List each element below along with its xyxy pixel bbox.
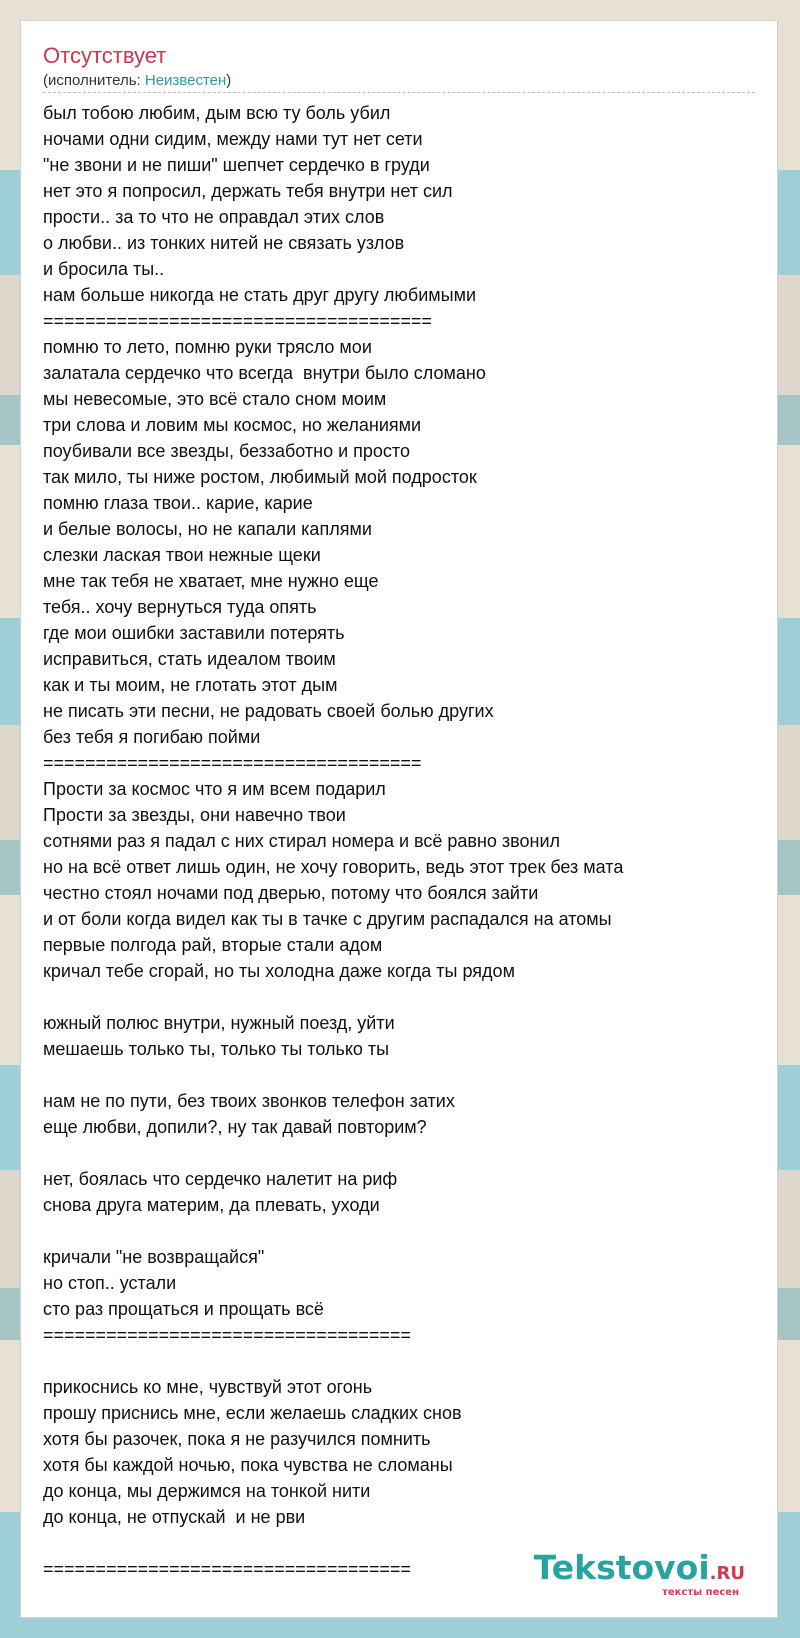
song-title: Отсутствует xyxy=(43,43,167,68)
lyrics-text: был тобою любим, дым всю ту боль убил ночами одни сидим, между нами тут нет сети "не звони и не пиши" шепчет сердечко в груди нет это я попросил, держать тебя внутри нет сил прости.. за то что не оправдал этих слов о любви.. из тонких нитей не связать узлов и бросила ты.. нам больше никогда не стать друг другу любимыми ===================================== помню то лето, помню руки трясло мои залатала сердечко что всегда внутри было сломано мы невесомые, это всё стало сном моим три слова и ловим мы космос, но желаниями поубивали все звезды, беззаботно и просто так мило, ты ниже ростом, любимый мой подросток помню глаза твои.. карие, карие и белые волосы, но не капали каплями слезки лаская твои нежные щеки мне так тебя не хватает, мне нужно еще тебя.. хочу вернуться туда опять где мои ошибки заставили потерять исправиться, стать идеалом твоим как и ты моим, не глотать этот дым не писать эти песни, не радовать своей болью других без тебя я погибаю пойми ==================================== Прости за космос что я им всем подарил Прости за звезды, они навечно твои сотнями раз я падал с них стирал номера и всё равно звонил но на всё ответ лишь один, не хочу говорить, ведь этот трек без мата честно стоял ночами под дверью, потому что боялся зайти и от боли когда видел как ты в тачке с другим распадался на атомы первые полгода рай, вторые стали адом кричал тебе сгорай, но ты холодна даже когда ты рядом южный полюс внутри, нужный поезд, уйти мешаешь только ты, только ты только ты нам не по пути, без твоих звонков телефон затих еще любви, допили?, ну так давай повторим? нет, боялась что сердечко налетит на риф снова друга материм, да плевать, уходи кричали "не возвращайся" но стоп.. устали сто раз прощаться и прощать всё =================================== прикоснись ко мне, чувствуй этот огонь прошу приснись мне, если желаешь сладких снов хотя бы разочек, пока я не разучился помнить хотя бы каждой ночью, пока чувства не сломаны до конца, мы держимся на тонкой нити до конца, не отпускай и не рви =================================== xyxy=(43,103,624,1579)
lyrics-card xyxy=(20,20,778,1618)
logo-tagline: тексты песен xyxy=(662,1587,739,1598)
site-logo[interactable] xyxy=(533,1548,745,1599)
logo-tld: .RU xyxy=(709,1563,745,1584)
artist-line xyxy=(43,72,231,90)
artist-link[interactable]: Неизвестен xyxy=(144,72,227,89)
title-divider xyxy=(43,92,755,93)
artist-suffix: ) xyxy=(226,72,232,89)
artist-prefix: (исполнитель: xyxy=(43,72,145,89)
logo-wordmark xyxy=(533,1548,745,1591)
logo-name: Tekstovoi xyxy=(533,1548,710,1587)
